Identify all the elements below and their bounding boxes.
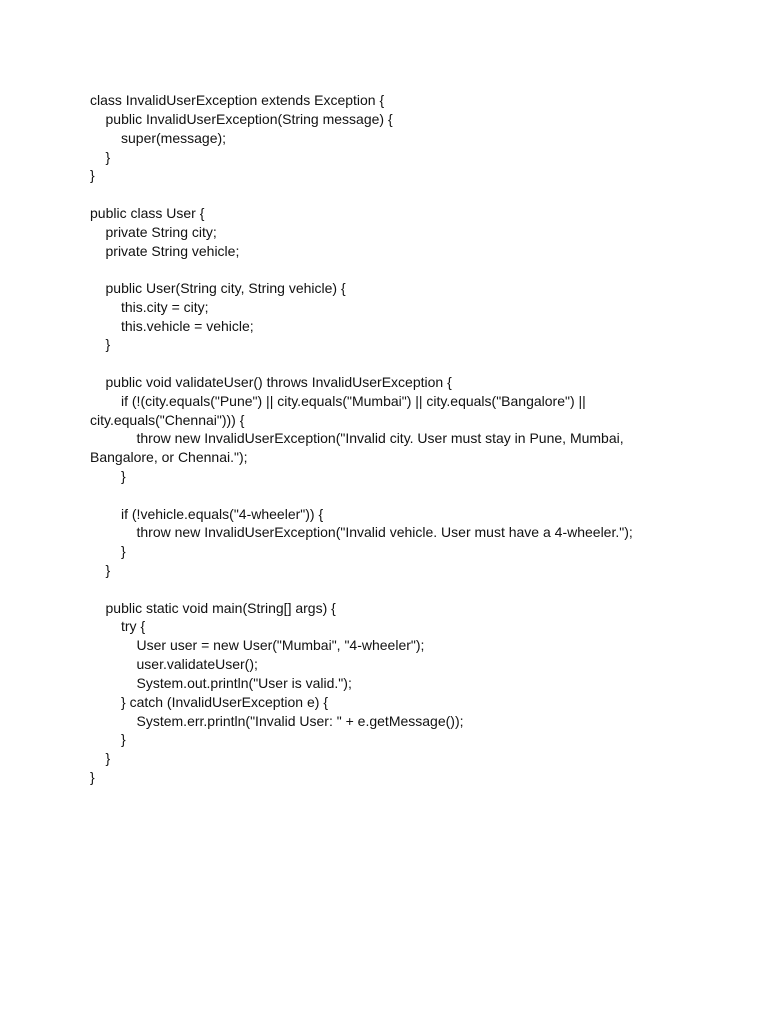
code-line: throw new InvalidUserException("Invalid vehicle. User must have a 4-wheeler."); bbox=[136, 524, 633, 541]
code-line: } bbox=[121, 468, 126, 485]
code-line: } bbox=[121, 543, 126, 560]
code-line: } bbox=[105, 336, 111, 353]
code-line: city.equals("Chennai"))) { bbox=[90, 411, 245, 428]
code-line bbox=[90, 354, 690, 373]
code-line: public User(String city, String vehicle) { bbox=[105, 279, 346, 296]
code-line: System.out.println("User is valid."); bbox=[136, 674, 352, 691]
code-line: } bbox=[105, 750, 111, 767]
code-line: public static void main(String[] args) { bbox=[105, 599, 336, 616]
code-line: this.city = city; bbox=[121, 298, 209, 315]
code-line: } bbox=[90, 769, 95, 786]
code-line: private String vehicle; bbox=[105, 242, 240, 259]
code-line: try { bbox=[121, 618, 146, 635]
code-line: } bbox=[121, 731, 126, 748]
code-line: System.err.println("Invalid User: " + e.getMessage()); bbox=[136, 712, 464, 729]
code-block bbox=[90, 91, 690, 787]
code-line: User user = new User("Mumbai", "4-wheeler"); bbox=[136, 637, 425, 654]
code-line: } bbox=[90, 167, 95, 184]
code-line: if (!(city.equals("Pune") || city.equals("Mumbai") || city.equals("Bangalore") || bbox=[121, 392, 586, 409]
code-line: public void validateUser() throws InvalidUserException { bbox=[105, 373, 452, 390]
code-line: } catch (InvalidUserException e) { bbox=[121, 693, 328, 710]
code-line: Bangalore, or Chennai."); bbox=[90, 449, 248, 466]
code-line: public InvalidUserException(String message) { bbox=[105, 110, 393, 127]
code-line: this.vehicle = vehicle; bbox=[121, 317, 254, 334]
code-line: } bbox=[105, 562, 111, 579]
code-line: public class User { bbox=[90, 204, 205, 221]
code-line: } bbox=[105, 148, 111, 165]
code-line bbox=[90, 260, 690, 279]
code-line: user.validateUser(); bbox=[136, 656, 258, 673]
code-line bbox=[90, 486, 690, 505]
code-line bbox=[90, 185, 690, 204]
code-line: if (!vehicle.equals("4-wheeler")) { bbox=[121, 505, 324, 522]
code-line bbox=[90, 580, 690, 599]
code-line: throw new InvalidUserException("Invalid city. User must stay in Pune, Mumbai, bbox=[136, 430, 624, 447]
code-line: private String city; bbox=[105, 223, 217, 240]
code-line: class InvalidUserException extends Exception { bbox=[90, 92, 385, 108]
code-line: super(message); bbox=[121, 129, 227, 146]
